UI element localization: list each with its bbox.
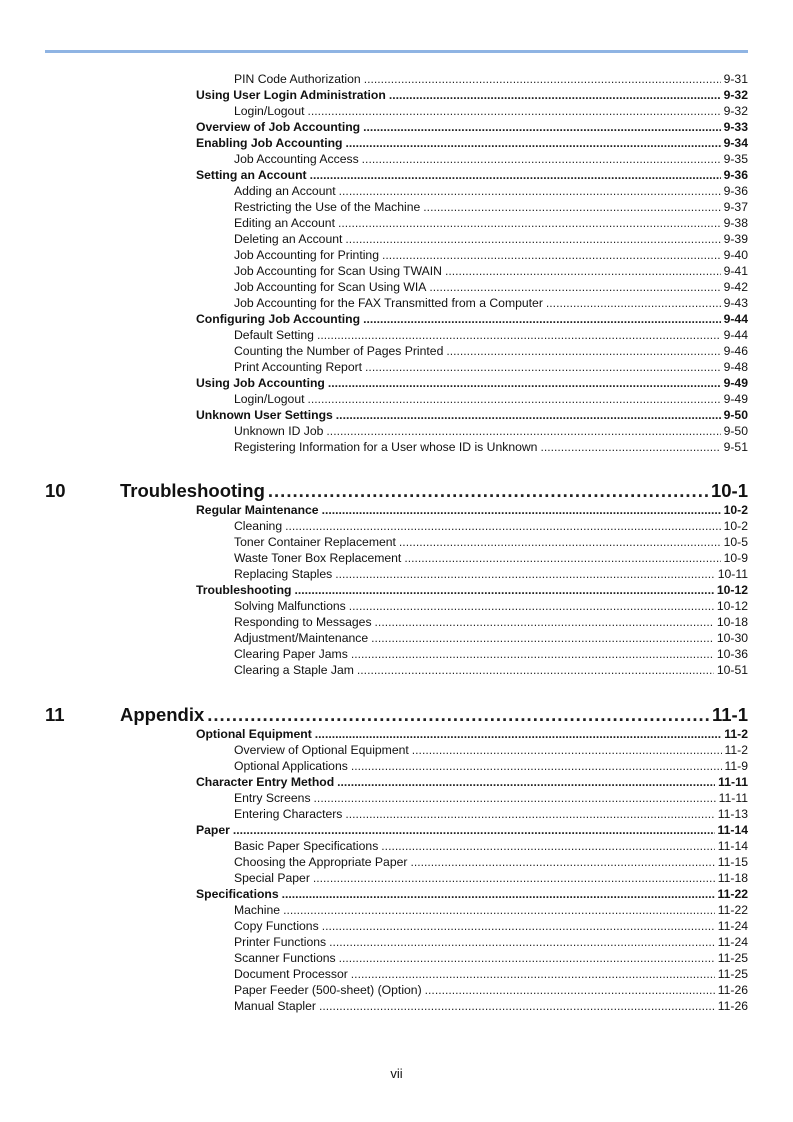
toc-entry-title: Troubleshooting [196,583,292,597]
toc-entry-title: Login/Logout [234,104,305,118]
toc-entry-title: Choosing the Appropriate Paper [234,855,408,869]
leader-dots [445,264,721,278]
toc-entry-page: 9-49 [723,392,748,406]
toc-entry-title: Enabling Job Accounting [196,136,343,150]
toc-subsection-entry[interactable] [234,280,748,296]
toc-entry-title: Toner Container Replacement [234,535,396,549]
toc-subsection-entry[interactable] [234,264,748,280]
toc-entry-page: 9-35 [723,152,748,166]
toc-entry-title: Printer Functions [234,935,327,949]
toc-entry-page: 10-51 [716,663,748,677]
toc-subsection-entry[interactable] [234,967,748,983]
toc-subsection-entry[interactable] [234,344,748,360]
toc-entry-title: Manual Stapler [234,999,316,1013]
toc-subsection-entry[interactable] [234,248,748,264]
toc-entry-page: 9-40 [723,248,748,262]
page-number: vii [390,1066,403,1081]
toc-entry-title: Paper Feeder (500-sheet) (Option) [234,983,422,997]
leader-dots [363,120,720,134]
toc-entry-title: Waste Toner Box Replacement [234,551,402,565]
toc-entry-page: 11-24 [717,919,748,933]
toc-section-entry[interactable] [196,823,748,839]
toc-entry-page: 10-2 [723,503,748,517]
leader-dots [207,704,709,726]
leader-dots [317,328,721,342]
toc-entry-page: 9-44 [723,312,748,326]
chapter-11-number: 11 [45,704,65,725]
chapter-11-heading[interactable] [120,704,748,728]
leader-dots [375,615,714,629]
toc-entry-page: 9-32 [723,104,748,118]
leader-dots [429,280,720,294]
leader-dots [351,647,714,661]
toc-entry-page: 9-36 [723,168,748,182]
chapter-10-heading[interactable] [120,480,748,504]
toc-entry-title: Unknown User Settings [196,408,333,422]
toc-subsection-entry[interactable] [234,424,748,440]
toc-entry-title: Paper [196,823,230,837]
toc-entry-page: 11-25 [717,967,748,981]
toc-subsection-entry[interactable] [234,951,748,967]
toc-entry-title: Document Processor [234,967,348,981]
leader-dots [425,983,715,997]
toc-entry-title: Optional Applications [234,759,348,773]
leader-dots [283,903,715,917]
toc-entry-page: 9-39 [723,232,748,246]
toc-entry-page: 11-24 [717,935,748,949]
toc-entry-page: 11-26 [717,999,748,1013]
toc-entry-title: Using Job Accounting [196,376,325,390]
toc-entry-title: PIN Code Authorization [234,72,361,86]
toc-entry-page: 11-18 [717,871,748,885]
toc-subsection-entry[interactable] [234,184,748,200]
toc-entry-page: 9-36 [723,184,748,198]
toc-entry-page: 11-11 [718,791,748,805]
toc-entry-title: Counting the Number of Pages Printed [234,344,444,358]
toc-entry-page: 10-5 [723,535,748,549]
leader-dots [328,376,721,390]
toc-subsection-entry[interactable] [234,360,748,376]
toc-entry-title: Using User Login Administration [196,88,386,102]
toc-entry-page: 10-30 [716,631,748,645]
toc-subsection-entry[interactable] [234,200,748,216]
toc-subsection-entry[interactable] [234,919,748,935]
toc-section-entry[interactable] [196,887,748,903]
toc-subsection-entry[interactable] [234,216,748,232]
leader-dots [365,360,721,374]
leader-dots [329,935,715,949]
leader-dots [362,152,721,166]
toc-entry-title: Cleaning [234,519,283,533]
toc-entry-page: 11-2 [724,727,748,741]
leader-dots [314,791,716,805]
leader-dots [310,168,721,182]
toc-subsection-entry[interactable] [234,615,748,631]
toc-entry-page: 9-41 [723,264,748,278]
leader-dots [364,72,721,86]
chapter-10-number: 10 [45,480,66,501]
toc-entry-page: 9-34 [723,136,748,150]
toc-entry-page: 9-44 [723,328,748,342]
toc-subsection-entry[interactable] [234,296,748,312]
toc-subsection-entry[interactable] [234,104,748,120]
leader-dots [349,599,714,613]
toc-entry-page: 11-13 [717,807,748,821]
leader-dots [285,519,720,533]
toc-section-entry[interactable] [196,136,748,152]
toc-entry-title: Job Accounting for Printing [234,248,379,262]
leader-dots [540,440,720,454]
toc-entry-title: Default Setting [234,328,314,342]
toc-entry-title: Overview of Optional Equipment [234,743,409,757]
toc-subsection-entry[interactable] [234,152,748,168]
toc-entry-page: 9-46 [723,344,748,358]
toc-subsection-entry[interactable] [234,328,748,344]
toc-subsection-entry[interactable] [234,871,748,887]
toc-entry-page: 10-11 [717,567,748,581]
toc-section-entry[interactable] [196,775,748,791]
toc-entry-page: 9-33 [723,120,748,134]
toc-entry-title: Optional Equipment [196,727,312,741]
toc-subsection-entry[interactable] [234,983,748,999]
leader-dots [233,823,715,837]
toc-entry-page: 9-38 [723,216,748,230]
leader-dots [399,535,721,549]
leader-dots [363,312,721,326]
toc-subsection-entry[interactable] [234,232,748,248]
toc-entry-title: Login/Logout [234,392,305,406]
leader-dots [412,743,722,757]
toc-entry-page: 11-9 [724,759,748,773]
toc-subsection-entry[interactable] [234,999,748,1015]
toc-section-entry[interactable] [196,408,748,424]
leader-dots [319,999,715,1013]
leader-dots [315,727,721,741]
leader-dots [337,775,715,789]
toc-entry-page: 10-36 [716,647,748,661]
toc-entry-page: 11-26 [717,983,748,997]
toc-entry-page: 11-11 [718,775,748,789]
toc-entry-title: Job Accounting for Scan Using TWAIN [234,264,442,278]
chapter-10-page: 10-1 [710,480,748,501]
toc-subsection-entry[interactable] [234,743,748,759]
toc-subsection-entry[interactable] [234,839,748,855]
leader-dots [423,200,720,214]
toc-subsection-entry[interactable] [234,72,748,88]
toc-entry-title: Restricting the Use of the Machine [234,200,421,214]
toc-entry-page: 9-42 [723,280,748,294]
toc-entry-title: Scanner Functions [234,951,336,965]
toc-entry-page: 11-15 [717,855,748,869]
toc-subsection-entry[interactable] [234,392,748,408]
toc-entry-page: 9-43 [723,296,748,310]
toc-entry-title: Setting an Account [196,168,307,182]
toc-subsection-entry[interactable] [234,855,748,871]
toc-subsection-entry[interactable] [234,599,748,615]
toc-subsection-entry[interactable] [234,663,748,679]
leader-dots [335,567,714,581]
toc-entry-title: Editing an Account [234,216,335,230]
toc-entry-page: 9-51 [723,440,748,454]
toc-entry-page: 11-2 [724,743,748,757]
toc-entry-title: Configuring Job Accounting [196,312,361,326]
toc-entry-title: Adding an Account [234,184,336,198]
toc-entry-page: 9-31 [723,72,748,86]
leader-dots [322,919,715,933]
leader-dots [389,88,721,102]
toc-entry-title: Entering Characters [234,807,343,821]
toc-section-entry[interactable] [196,312,748,328]
leader-dots [404,551,720,565]
toc-entry-title: Basic Paper Specifications [234,839,379,853]
toc-entry-title: Deleting an Account [234,232,343,246]
leader-dots [381,839,714,853]
leader-dots [345,136,720,150]
leader-dots [268,480,708,502]
leader-dots [307,392,720,406]
toc-entry-title: Clearing a Staple Jam [234,663,354,677]
toc-section-entry[interactable] [196,88,748,104]
leader-dots [313,871,715,885]
toc-entry-title: Entry Screens [234,791,311,805]
toc-entry-title: Job Accounting for the FAX Transmitted from a Computer [234,296,543,310]
toc-subsection-entry[interactable] [234,807,748,823]
toc-section-entry[interactable] [196,727,748,743]
leader-dots [345,232,720,246]
toc-section-entry[interactable] [196,503,748,519]
toc-entry-title: Print Accounting Report [234,360,363,374]
leader-dots [336,408,721,422]
leader-dots [338,216,721,230]
leader-dots [339,951,715,965]
leader-dots [446,344,720,358]
toc-entry-title: Regular Maintenance [196,503,319,517]
chapter-11-page: 11-1 [711,704,748,725]
leader-dots [357,663,714,677]
toc-entry-title: Copy Functions [234,919,319,933]
leader-dots [326,424,720,438]
leader-dots [371,631,714,645]
toc-subsection-entry[interactable] [234,647,748,663]
leader-dots [351,759,722,773]
toc-entry-title: Job Accounting for Scan Using WIA [234,280,427,294]
toc-entry-page: 10-9 [723,551,748,565]
toc-subsection-entry[interactable] [234,935,748,951]
leader-dots [322,503,721,517]
toc-subsection-entry[interactable] [234,903,748,919]
toc-entry-title: Machine [234,903,281,917]
toc-entry-title: Registering Information for a User whose ID is Unknown [234,440,538,454]
toc-entry-page: 10-12 [716,599,748,613]
toc-entry-title: Overview of Job Accounting [196,120,361,134]
toc-section-entry[interactable] [196,120,748,136]
toc-subsection-entry[interactable] [234,567,748,583]
toc-entry-title: Unknown ID Job [234,424,324,438]
toc-entry-page: 11-14 [717,823,748,837]
toc-entry-title: Job Accounting Access [234,152,359,166]
toc-entry-title: Solving Malfunctions [234,599,346,613]
toc-entry-page: 10-18 [716,615,748,629]
toc-entry-page: 9-37 [723,200,748,214]
toc-entry-title: Special Paper [234,871,310,885]
leader-dots [410,855,714,869]
toc-section-entry[interactable] [196,168,748,184]
toc-entry-page: 11-22 [717,903,748,917]
toc-entry-page: 11-14 [717,839,748,853]
toc-subsection-entry[interactable] [234,759,748,775]
toc-entry-title: Clearing Paper Jams [234,647,348,661]
toc-entry-title: Adjustment/Maintenance [234,631,369,645]
toc-entry-title: Responding to Messages [234,615,372,629]
leader-dots [382,248,721,262]
leader-dots [307,104,720,118]
leader-dots [282,887,715,901]
leader-dots [339,184,721,198]
toc-subsection-entry[interactable] [234,551,748,567]
toc-entry-page: 9-32 [723,88,748,102]
toc-subsection-entry[interactable] [234,631,748,647]
toc-entry-title: Character Entry Method [196,775,335,789]
toc-subsection-entry[interactable] [234,519,748,535]
toc-entry-page: 10-2 [723,519,748,533]
leader-dots [294,583,713,597]
leader-dots [345,807,714,821]
toc-entry-page: 11-25 [717,951,748,965]
toc-subsection-entry[interactable] [234,535,748,551]
toc-entry-title: Replacing Staples [234,567,333,581]
toc-entry-title: Specifications [196,887,279,901]
leader-dots [351,967,715,981]
toc-subsection-entry[interactable] [234,791,748,807]
toc-entry-page: 9-50 [723,424,748,438]
toc-entry-page: 11-22 [717,887,748,901]
toc-section-entry[interactable] [196,583,748,599]
toc-entry-page: 9-48 [723,360,748,374]
chapter-11-title: Appendix [120,704,205,725]
toc-entry-page: 9-49 [723,376,748,390]
leader-dots [546,296,721,310]
toc-section-entry[interactable] [196,376,748,392]
toc-entry-page: 10-12 [716,583,748,597]
toc-subsection-entry[interactable] [234,440,748,456]
toc-entry-page: 9-50 [723,408,748,422]
chapter-10-title: Troubleshooting [120,480,265,501]
